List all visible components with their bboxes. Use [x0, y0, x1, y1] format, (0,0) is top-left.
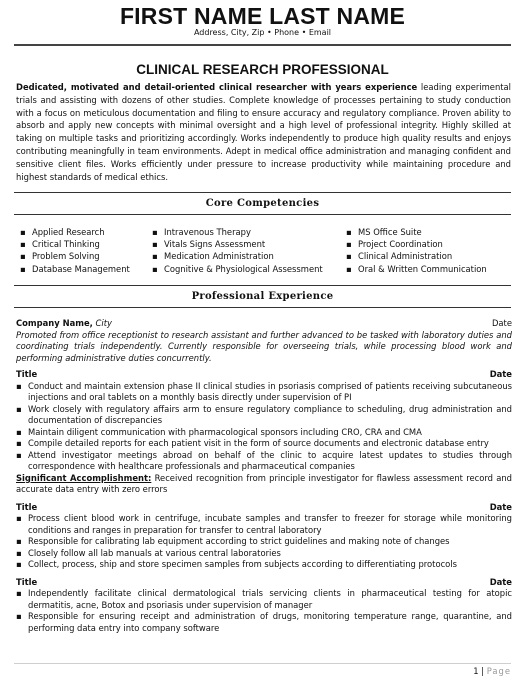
competency-item: ▪ Problem Solving: [20, 251, 100, 262]
bullet-icon: ▪: [346, 239, 352, 250]
summary-text: leading experimental trials and assisting with dozens of other studies. Complete knowledge of processes pertaining to study conduction with a focus on meticulous documentation and filing to ensure accuracy and regulatory compliance. Proven ability to absorb and apply new concepts with minimal oversight and a high level of professional integrity. Highly skilled at taking on multiple tasks and prioritizing accordingly. Works independently to produce high quality results and enjoys contributing meaningfully in team environments. Adept in medical office administration and managing confident and sensitive client files. Works efficiently under pressure to increase productivity while maintaining procedure and highest standards of medical ethics.: [16, 82, 511, 182]
competency-item: ▪ Intravenous Therapy: [152, 227, 251, 237]
bullet-icon: ▪: [16, 547, 22, 558]
bullet-icon: ▪: [20, 251, 26, 262]
experience-heading: Professional Experience: [191, 291, 334, 302]
role-bullets: [16, 381, 512, 473]
company-name: Company Name,: [16, 318, 93, 328]
bullet-icon: ▪: [152, 263, 158, 274]
list-item: ▪ Attend investigator meetings abroad on behalf of the clinic to acquire latest updates to studies through correspondence with healthcare professionals and pharmaceutical companies: [16, 449, 512, 471]
experience-section: [16, 318, 512, 634]
competencies-top-rule: [14, 192, 511, 193]
page-number: 1: [473, 666, 479, 676]
list-item: ▪ Responsible for ensuring receipt and administration of drugs, monitoring temperature range, quarantine, and performing data entry into company software: [16, 611, 512, 633]
bullet-icon: ▪: [16, 513, 22, 523]
role-date: Date: [489, 369, 512, 379]
list-item: ▪ Responsible for calibrating lab equipment according to strict guidelines and making note of changes: [16, 536, 450, 546]
bullet-icon: ▪: [16, 380, 22, 391]
bullet-icon: ▪: [20, 263, 26, 274]
footer-separator: |: [478, 666, 487, 676]
competency-item: ▪ Vitals Signs Assessment: [152, 239, 266, 250]
accomplishment-label: Significant Accomplishment:: [16, 472, 152, 483]
bullet-icon: ▪: [152, 227, 158, 237]
competencies-column-2: [150, 226, 323, 275]
page-footer: [473, 665, 511, 677]
bullet-icon: ▪: [152, 251, 158, 262]
role-date: Date: [489, 501, 512, 512]
list-item: ▪ Closely follow all lab manuals at various central laboratories: [16, 547, 281, 558]
list-item: ▪ Process client blood work in centrifuge, incubate samples and transfer to freezer for storage while monitoring conditions and ranges in preparation for transfer to central laboratory: [16, 513, 512, 535]
footer-divider: [14, 663, 511, 664]
role-bullets: [16, 513, 512, 571]
competencies-column-1: [18, 226, 130, 275]
competencies-column-3: [344, 226, 487, 275]
bullet-icon: ▪: [346, 227, 352, 237]
list-item: ▪ Maintain diligent communication with pharmacological sponsors including CRO, CRA and CMA: [16, 426, 422, 437]
bullet-icon: ▪: [16, 611, 22, 621]
role-header: [16, 577, 512, 589]
bullet-icon: ▪: [16, 449, 22, 460]
bullet-icon: ▪: [16, 438, 22, 448]
list-item: ▪ Conduct and maintain extension phase II clinical studies in psoriasis comprised of patients receiving subcutaneous injections and oral tablets on a monthly basis directly under supervision of PI: [16, 380, 512, 402]
company-date: Date: [491, 318, 512, 328]
bullet-icon: ▪: [16, 403, 22, 414]
role-title: Title: [16, 369, 38, 379]
bullet-icon: ▪: [20, 239, 26, 250]
competencies-bottom-rule: [14, 214, 511, 215]
experience-top-rule: [14, 285, 511, 286]
competency-item: ▪ Database Management: [20, 263, 130, 274]
role-title: Title: [16, 501, 38, 512]
bullet-icon: ▪: [152, 239, 158, 250]
competency-item: ▪ Applied Research: [20, 227, 105, 237]
summary-lead: Dedicated, motivated and detail-oriented clinical researcher with years experience: [16, 82, 418, 92]
bullet-icon: ▪: [16, 426, 22, 437]
role-date: Date: [489, 576, 512, 587]
accomplishment-text: Received recognition from principle investigator for flawless assessment record and accurate data entry with zero errors: [16, 472, 512, 494]
company-description: Promoted from office receptionist to research assistant and further advanced to be tasked with laboratory duties and coordinating trials independently. Currently responsible for overseeing trials, while processing blood work and performing administrative duties concurrently.: [16, 329, 512, 363]
list-item: ▪ Independently facilitate clinical dermatological trials servicing clients in pharmaceutical testing for atopic dermatitis, acne, Botox and psoriasis under supervision of manager: [16, 588, 512, 610]
role-title: Title: [16, 576, 38, 587]
experience-bottom-rule: [14, 307, 511, 308]
list-item: ▪ Compile detailed reports for each patient visit in the form of source documents and electronic database entry: [16, 438, 489, 448]
list-item: ▪ Collect, process, ship and store specimen samples from subjects according to differentiating protocols: [16, 559, 458, 569]
significant-accomplishment: [16, 473, 512, 496]
bullet-icon: ▪: [346, 263, 352, 274]
page-label: Page: [486, 666, 511, 676]
bullet-icon: ▪: [16, 536, 22, 546]
candidate-name: FIRST NAME LAST NAME: [119, 3, 406, 29]
company-city: City: [95, 318, 112, 328]
competencies-heading: Core Competencies: [205, 198, 320, 209]
bullet-icon: ▪: [20, 227, 26, 237]
professional-title: CLINICAL RESEARCH PROFESSIONAL: [136, 62, 389, 77]
competency-item: ▪ Cognitive & Physiological Assessment: [152, 263, 323, 274]
contact-line: Address, City, Zip • Phone • Email: [193, 28, 332, 37]
role-header: [16, 502, 512, 514]
role-header: [16, 369, 512, 381]
competency-item: ▪ Project Coordination: [346, 239, 443, 250]
list-item: ▪ Work closely with regulatory affairs arm to ensure regulatory compliance to scheduling, drug administration and documentation of discrepancies: [16, 403, 512, 425]
competency-item: ▪ Oral & Written Communication: [346, 263, 487, 274]
header-divider: [14, 44, 511, 46]
bullet-icon: ▪: [16, 588, 22, 598]
summary-paragraph: [16, 81, 511, 183]
bullet-icon: ▪: [16, 559, 22, 569]
company-row: [16, 318, 512, 330]
competency-item: ▪ Clinical Administration: [346, 251, 453, 262]
competency-item: ▪ Critical Thinking: [20, 239, 100, 250]
role-bullets: [16, 588, 512, 634]
competency-item: ▪ Medication Administration: [152, 251, 274, 262]
competency-item: ▪ MS Office Suite: [346, 227, 422, 237]
bullet-icon: ▪: [346, 251, 352, 262]
